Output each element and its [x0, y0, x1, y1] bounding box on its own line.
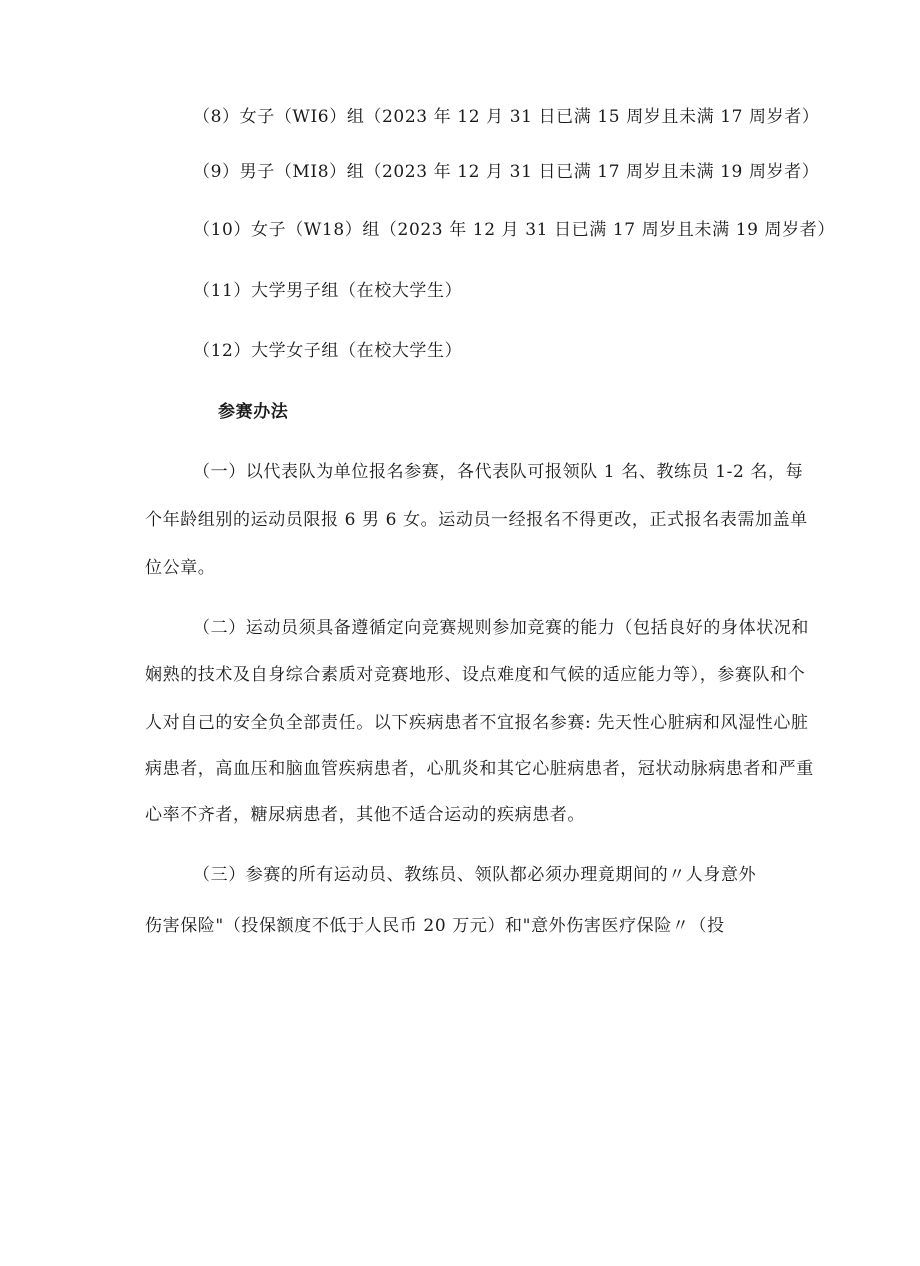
rule-1-line-1: （一）以代表队为单位报名参赛，各代表队可报领队 1 名、教练员 1-2 名，每 [193, 462, 804, 482]
rule-2-line-4: 病患者，高血压和脑血管疾病患者，心肌炎和其它心脏病患者，冠状动脉病患者和严重 [145, 759, 814, 779]
rule-2-line-2: 娴熟的技术及自身综合素质对竞赛地形、设点难度和气候的适应能力等），参赛队和个 [145, 665, 806, 685]
rule-1-line-3: 位公章。 [145, 558, 216, 578]
group-item-8: （8）女子（WI6）组（2023 年 12 月 31 日已满 15 周岁且未满 17 周岁者） [193, 107, 820, 127]
section-title: 参赛办法 [218, 402, 289, 422]
group-item-10: （10）女子（W18）组（2023 年 12 月 31 日已满 17 周岁且未满 19 周岁者） [193, 220, 835, 240]
group-item-9: （9）男子（MI8）组（2023 年 12 月 31 日已满 17 周岁且未满 19 周岁者） [193, 162, 820, 182]
rule-2-line-1: （二）运动员须具备遵循定向竞赛规则参加竞赛的能力（包括良好的身体状况和 [193, 618, 809, 638]
group-item-12: （12）大学女子组（在校大学生） [193, 341, 463, 361]
rule-2-line-5: 心率不齐者，糖尿病患者，其他不适合运动的疾病患者。 [145, 805, 585, 825]
rule-2-line-3: 人对自己的安全负全部责任。以下疾病患者不宜报名参赛: 先天性心脏病和风湿性心脏 [145, 713, 809, 733]
rule-3-line-2: 伤害保险"（投保额度不低于人民币 20 万元）和"意外伤害医疗保险〃（投 [145, 916, 725, 936]
rule-3-line-1: （三）参赛的所有运动员、教练员、领队都必须办理竟期间的〃人身意外 [193, 865, 757, 885]
rule-1-line-2: 个年龄组别的运动员限报 6 男 6 女。运动员一经报名不得更改，正式报名表需加盖单 [145, 510, 808, 530]
group-item-11: （11）大学男子组（在校大学生） [193, 281, 463, 301]
